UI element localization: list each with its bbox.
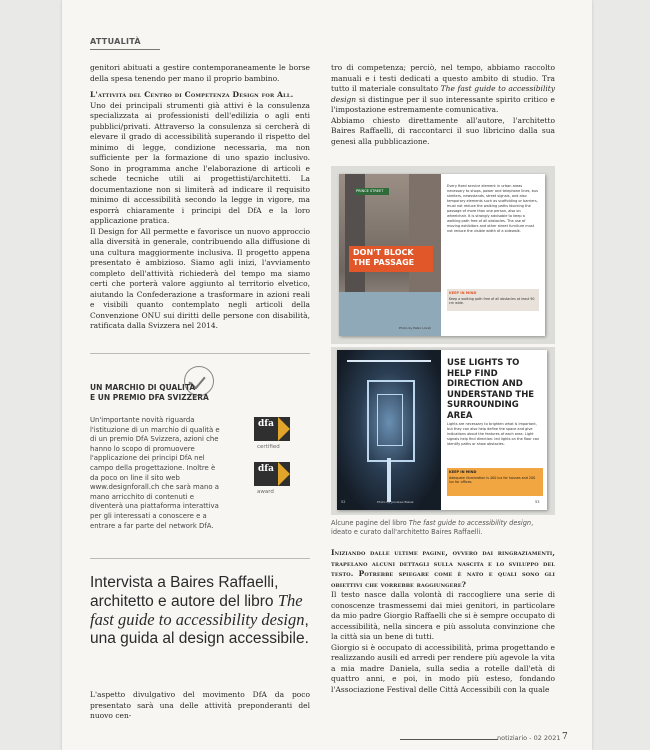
paragraph: genitori abituati a gestire contemporaneamente le borse della spesa tenendo per mano il proprio bambino. (90, 63, 310, 83)
page-number: 7 (562, 732, 568, 742)
column-left (90, 63, 310, 332)
paragraph: Il testo nasce dalla volontà di raccogliere una serie di conoscenze trasmessemi dai miei genitori, in particolare da mio padre Giorgio Raffaelli che si è sempre occupato di accessibilità, nella sincera e più assoluta convinzione che la città sia un bene di tutti. (331, 590, 555, 641)
book-page-number: 53 (535, 500, 540, 504)
photo-credit: Photo by Jaroslaw Bialek (377, 500, 414, 504)
paragraph: Il Design for All permette e favorisce un nuovo approccio alla diversità in generale, contribuendo alla diffusione di una cultura maggiormente inclusiva. Il progetto appena presentato è ambizioso. Siamo agli inizi, l'avviamento completo dell'attività richiederà del tempo ma siamo certi che porterà valore aggiunto al territorio elvetico, aiutando la Confederazione a trasformare in azioni reali e visibili quanto contemplato negli articoli della Convenzione ONU sui diritti delle persone con disabilità, ratificata dalla Svizzera nel 2014. (90, 226, 310, 330)
interview-column (331, 548, 555, 695)
section-tag: ATTUALITÀ (90, 37, 141, 46)
subheading: L'attività del Centro di Competenza Design for All. (90, 90, 294, 99)
book2-text: Lights are necessary to brighten what is important, but they can also help define the space and give indications about the features of each area. Light signals help find direction: led lights on the floor can identify paths or show obstacles. (447, 422, 540, 446)
paragraph: Uno dei principali strumenti già attivi è la consulenza specializzata ai professionisti dell'edilizia o agli enti pubblici/privati. Attraverso la consulenza si cercherà di elevare il grado di accessibilità superando il rispetto del minimo di legge, condizione necessaria, ma non sufficiente per la formazione di uno spazio inclusivo. Sono in programma anche l'elaborazione di articoli e schede tecniche utili ai progettisti/architetti. La documentazione non si limiterà ad indicare il requisito minimo di accessibilità secondo la legge in vigore, ma esporrà chiaramente i principi del DfA e la loro applicazione pratica. (90, 100, 310, 225)
street-photo (339, 174, 441, 336)
keep-in-mind-box: KEEP IN MIND Keep a walking path free of all obstacles at least 90 cm wide. (447, 289, 539, 311)
column-right (331, 63, 555, 147)
street-sign: PRINCE STREET (356, 189, 384, 193)
open-book (339, 174, 545, 336)
book1-heading: DON'T BLOCK THE PASSAGE (353, 248, 415, 267)
footer-rule (400, 739, 498, 740)
book2-heading: USE LIGHTS TO HELP FIND DIRECTION AND UNDERSTAND THE SURROUNDING AREA (447, 358, 535, 421)
paragraph: Abbiamo chiesto direttamente all'autore, l'architetto Baires Raffaelli, di raccontarci il suo libricino dalla sua genesi alla pubblicazione. (331, 115, 555, 146)
book-photo-2 (331, 347, 555, 515)
keep-in-mind-box: KEEP IN MIND Adequate illumination is 400 lux for houses and 200 lux for offices. (447, 468, 543, 496)
interview-title: Intervista a Baires Raffaelli, architetto e autore del libro The fast guide to accessibility design, una guida al design accessibile. (90, 574, 309, 647)
book1-text: Every fixed service element in urban areas necessary to shops, power and telephone lines, bus shelters, newsstands, street signals, and also temporary elements such as scaffolding or barriers, must not reduce the walking paths blocking the passage of more than one person, also on wheelchair. It is strongly advisable to keep a walking path free of all obstacles. The use of moving exhibitors and other street furniture must not reduce the visible width of a sidewalk. (447, 184, 538, 233)
dfa-certified-badge: dfa certified (254, 417, 298, 443)
box-body: Un'importante novità riguarda l'istituzione di un marchio di qualità e di un premio DfA Svizzera, azioni che hanno lo scopo di promuovere l'applicazione dei principi DfA nel campo della progettazione. Inoltre è da poco on line il sito web www.designforall.ch che sarà mano a mano arricchito di contenuti e diventerà una piattaforma interattiva per gli interessati a conoscere e a entrare a far parte del network DfA. (90, 416, 220, 530)
book-photo-1 (331, 166, 555, 344)
dfa-award-badge: dfa award (254, 462, 298, 488)
paragraph: Giorgio si è occupato di accessibilità, prima progettando e realizzando ausili ed arredi per rendere più agevole la vita a mia madre Daniela, sulla sedia a rotelle dall'età di quattro anni, e poi, in modo più esteso, fondando l'Associazione Festival delle Città Accessibili con la quale (331, 642, 555, 694)
book-page-number: 52 (341, 500, 346, 504)
divider (90, 353, 310, 354)
divider (90, 558, 310, 559)
paragraph: tro di competenza; perciò, nel tempo, abbiamo raccolto manuali e i testi dedicati a questo ambito di studio. Tra tutto il materiale consultato The fast guide to accessibility design si distingue per il suo interessante spirito critico e l'impostazione estremamente comunicativa. (331, 63, 555, 114)
corridor-photo (337, 350, 441, 510)
interview-question: Iniziando dalle ultime pagine, ovvero dai ringraziamenti, trapelano alcuni dettagli sulla nascita e lo sviluppo del testo. Potrebbe spiegare come è nato e quali sono gli obiettivi che vorrebbe raggiungere? (331, 548, 555, 589)
interview-intro: L'aspetto divulgativo del movimento DfA da poco presentato sarà una delle attività preponderanti del nuovo cen- (90, 690, 310, 720)
photo-credit: Photo by Pablo Lloret (399, 326, 431, 330)
section-rule (90, 49, 160, 50)
box-title: UN MARCHIO DI QUALITÀ E UN PREMIO DFA SVIZZERA (90, 383, 209, 402)
footer-issue: notiziario - 02 2021 (497, 734, 561, 742)
open-book (337, 350, 547, 510)
photo-caption: Alcune pagine del libro The fast guide to accessibility design, ideato e curato dall'architetto Baires Raffaelli. (331, 519, 534, 536)
